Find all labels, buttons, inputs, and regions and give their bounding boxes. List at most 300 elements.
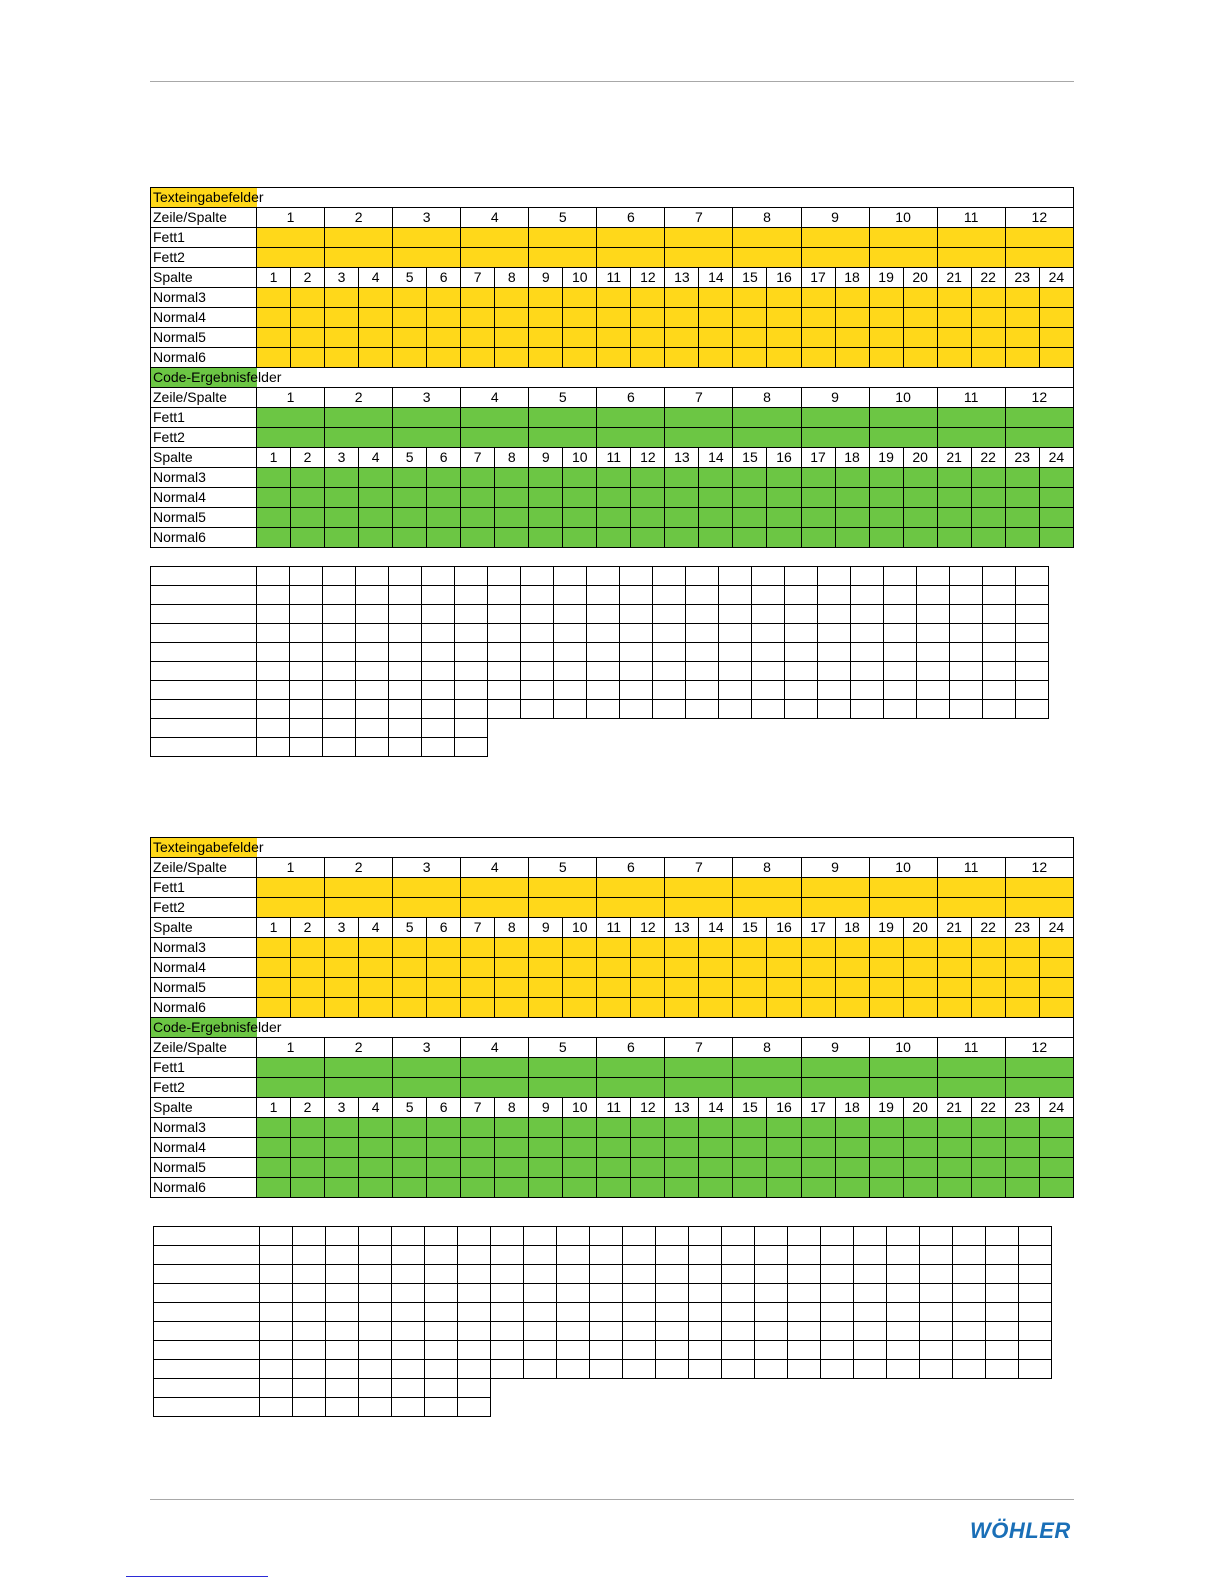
blank-spacer (554, 738, 587, 757)
text-fields-bold-cell (325, 228, 393, 248)
blank-cell (356, 643, 389, 662)
blank-cell (557, 1360, 590, 1379)
blank-grid-table-2 (153, 1226, 1052, 1417)
blank-cell (257, 605, 290, 624)
code-fields-normal-cell (937, 1118, 971, 1138)
code-fields-normal-cell (903, 488, 937, 508)
text-fields-normal-cell (325, 998, 359, 1018)
code-fields-big-col-header: 9 (801, 1038, 869, 1058)
blank-cell (392, 1341, 425, 1360)
blank-cell (884, 624, 917, 643)
text-fields-bold-cell (257, 248, 325, 268)
blank-cell (425, 1265, 458, 1284)
blank-cell (557, 1284, 590, 1303)
code-fields-normal-cell (393, 1118, 427, 1138)
text-fields-normal-cell (427, 288, 461, 308)
text-fields-normal-cell (665, 938, 699, 958)
blank-cell (983, 567, 1016, 586)
text-fields-bold-cell (257, 228, 325, 248)
blank-cell (293, 1284, 326, 1303)
blank-row (154, 1265, 1052, 1284)
text-fields-small-col-header: 16 (767, 268, 801, 288)
text-fields-big-col-header: 2 (325, 858, 393, 878)
blank-spacer (788, 1398, 821, 1417)
blank-spacer (920, 1398, 953, 1417)
code-fields-normal-cell (291, 1158, 325, 1178)
text-fields-small-col-header: 10 (563, 268, 597, 288)
code-fields-normal-cell (903, 468, 937, 488)
text-fields-normal-cell (325, 978, 359, 998)
blank-cell (986, 1303, 1019, 1322)
blank-cell (458, 1379, 491, 1398)
code-fields-row-label: Normal4 (151, 488, 257, 508)
code-fields-big-col-header: 7 (665, 388, 733, 408)
text-fields-normal-cell (733, 958, 767, 978)
text-fields-bold-cell (801, 898, 869, 918)
text-fields-normal-cell (461, 998, 495, 1018)
text-fields-normal-cell (971, 958, 1005, 978)
code-fields-bold-cell (869, 1078, 937, 1098)
blank-cell (326, 1360, 359, 1379)
blank-cell (326, 1227, 359, 1246)
blank-cell (425, 1360, 458, 1379)
blank-cell (719, 605, 752, 624)
blank-label-cell (154, 1265, 260, 1284)
code-fields-small-col-header: 24 (1039, 1098, 1073, 1118)
blank-cell (722, 1227, 755, 1246)
blank-cell (392, 1303, 425, 1322)
blank-cell (884, 567, 917, 586)
blank-cell (389, 586, 422, 605)
text-fields-bold-cell (393, 248, 461, 268)
text-fields-normal-cell (903, 938, 937, 958)
text-fields-normal-cell (631, 328, 665, 348)
code-fields-big-col-header: 3 (393, 388, 461, 408)
blank-label-cell (151, 662, 257, 681)
blank-cell (356, 681, 389, 700)
blank-cell (260, 1303, 293, 1322)
blank-spacer (524, 1398, 557, 1417)
blank-spacer (986, 1398, 1019, 1417)
text-fields-normal-cell (529, 938, 563, 958)
blank-label-cell (154, 1322, 260, 1341)
blank-cell (293, 1303, 326, 1322)
blank-cell (392, 1398, 425, 1417)
code-fields-header-row (151, 388, 1074, 408)
blank-cell (689, 1322, 722, 1341)
code-fields-normal-cell (597, 528, 631, 548)
blank-cell (425, 1341, 458, 1360)
blank-cell (323, 586, 356, 605)
text-fields-normal-cell (427, 978, 461, 998)
code-fields-normal-cell (563, 1138, 597, 1158)
blank-cell (821, 1265, 854, 1284)
code-fields-bold-cell (393, 428, 461, 448)
code-fields-normal-row (151, 1118, 1074, 1138)
code-fields-small-col-header: 11 (597, 1098, 631, 1118)
text-fields-normal-cell (495, 348, 529, 368)
code-fields-normal-cell (767, 508, 801, 528)
header-rule (150, 81, 1074, 82)
code-fields-bold-cell (461, 1078, 529, 1098)
blank-cell (788, 1284, 821, 1303)
blank-spacer (620, 719, 653, 738)
text-fields-normal-cell (733, 288, 767, 308)
code-fields-header-label: Zeile/Spalte (151, 1038, 257, 1058)
text-fields-big-col-header: 7 (665, 858, 733, 878)
blank-cell (686, 586, 719, 605)
code-fields-small-col-header: 1 (257, 1098, 291, 1118)
code-fields-normal-cell (427, 528, 461, 548)
text-fields-normal-cell (801, 998, 835, 1018)
blank-cell (917, 624, 950, 643)
footer-link-underline (126, 1576, 268, 1577)
blank-cell (887, 1322, 920, 1341)
text-fields-bold-cell (325, 248, 393, 268)
blank-spacer (689, 1379, 722, 1398)
blank-cell (455, 662, 488, 681)
text-fields-normal-cell (257, 308, 291, 328)
blank-cell (521, 567, 554, 586)
code-fields-normal-cell (495, 1158, 529, 1178)
code-fields-bold-cell (325, 1078, 393, 1098)
text-fields-bold-cell (597, 248, 665, 268)
blank-cell (359, 1265, 392, 1284)
code-fields-normal-cell (529, 468, 563, 488)
code-fields-normal-cell (359, 508, 393, 528)
code-fields-small-col-header: 5 (393, 448, 427, 468)
text-fields-bold-cell (665, 248, 733, 268)
blank-cell (1016, 567, 1049, 586)
text-fields-normal-cell (495, 328, 529, 348)
blank-cell (488, 586, 521, 605)
text-fields-normal-cell (733, 308, 767, 328)
blank-cell (524, 1322, 557, 1341)
code-fields-normal-cell (631, 1178, 665, 1198)
text-fields-bold-cell (325, 898, 393, 918)
code-fields-spalte-label: Spalte (151, 448, 257, 468)
blank-cell (1019, 1284, 1052, 1303)
code-fields-bold-cell (257, 428, 325, 448)
blank-cell (524, 1360, 557, 1379)
code-fields-normal-cell (699, 1138, 733, 1158)
blank-cell (719, 662, 752, 681)
blank-cell (689, 1303, 722, 1322)
code-fields-small-col-header: 17 (801, 448, 835, 468)
code-fields-small-col-header: 19 (869, 448, 903, 468)
code-fields-normal-cell (801, 1118, 835, 1138)
text-fields-normal-cell (699, 348, 733, 368)
blank-spacer (851, 719, 884, 738)
code-fields-normal-cell (529, 1158, 563, 1178)
text-fields-normal-cell (359, 938, 393, 958)
blank-row (154, 1303, 1052, 1322)
text-fields-normal-cell (1005, 958, 1039, 978)
blank-cell (752, 567, 785, 586)
code-fields-normal-cell (835, 468, 869, 488)
text-fields-normal-cell (393, 978, 427, 998)
blank-cell (752, 662, 785, 681)
blank-cell (854, 1265, 887, 1284)
code-fields-normal-cell (937, 488, 971, 508)
blank-cell (425, 1398, 458, 1417)
text-fields-big-col-header: 12 (1005, 858, 1073, 878)
blank-spacer (953, 1398, 986, 1417)
text-fields-normal-cell (937, 958, 971, 978)
text-fields-normal-cell (257, 958, 291, 978)
text-fields-bold-cell (393, 878, 461, 898)
blank-cell (653, 624, 686, 643)
code-fields-big-col-header: 12 (1005, 1038, 1073, 1058)
text-fields-normal-cell (461, 328, 495, 348)
blank-cell (587, 605, 620, 624)
blank-cell (260, 1246, 293, 1265)
code-fields-normal-cell (903, 1178, 937, 1198)
code-fields-spalte-label: Spalte (151, 1098, 257, 1118)
code-fields-big-col-header: 10 (869, 388, 937, 408)
text-fields-small-col-header: 16 (767, 918, 801, 938)
text-fields-normal-cell (869, 348, 903, 368)
code-fields-normal-cell (699, 1158, 733, 1178)
blank-spacer (653, 738, 686, 757)
code-fields-normal-cell (529, 488, 563, 508)
code-fields-bold-cell (257, 408, 325, 428)
code-fields-bold-cell (937, 408, 1005, 428)
text-fields-bold-cell (529, 228, 597, 248)
text-fields-small-col-header: 14 (699, 268, 733, 288)
blank-cell (422, 624, 455, 643)
blank-cell (950, 681, 983, 700)
text-fields-normal-cell (903, 958, 937, 978)
code-fields-normal-cell (835, 1158, 869, 1178)
code-fields-bold-cell (393, 1058, 461, 1078)
blank-cell (359, 1284, 392, 1303)
text-fields-small-col-header: 20 (903, 268, 937, 288)
blank-cell (455, 681, 488, 700)
text-fields-bold-cell (665, 898, 733, 918)
code-fields-normal-cell (597, 508, 631, 528)
blank-cell (656, 1341, 689, 1360)
blank-cell (323, 624, 356, 643)
text-fields-normal-cell (665, 348, 699, 368)
text-fields-normal-cell (597, 308, 631, 328)
blank-spacer (1019, 1379, 1052, 1398)
text-fields-normal-cell (767, 308, 801, 328)
blank-cell (854, 1227, 887, 1246)
blank-cell (656, 1284, 689, 1303)
blank-cell (524, 1341, 557, 1360)
code-fields-small-col-header: 9 (529, 1098, 563, 1118)
blank-cell (425, 1379, 458, 1398)
blank-cell (524, 1246, 557, 1265)
blank-cell (953, 1284, 986, 1303)
blank-cell (851, 643, 884, 662)
blank-spacer (953, 1379, 986, 1398)
blank-cell (920, 1303, 953, 1322)
blank-cell (788, 1303, 821, 1322)
code-fields-normal-cell (733, 468, 767, 488)
blank-cell (689, 1246, 722, 1265)
blank-cell (326, 1322, 359, 1341)
text-fields-bold-cell (529, 898, 597, 918)
blank-cell (524, 1303, 557, 1322)
blank-cell (389, 700, 422, 719)
text-fields-bold-cell (257, 898, 325, 918)
code-fields-normal-cell (563, 488, 597, 508)
code-fields-small-col-header: 8 (495, 448, 529, 468)
blank-cell (590, 1322, 623, 1341)
blank-cell (623, 1322, 656, 1341)
blank-cell (590, 1227, 623, 1246)
blank-cell (689, 1227, 722, 1246)
text-fields-title: Texteingabefelder (151, 838, 257, 858)
code-fields-normal-cell (1005, 1138, 1039, 1158)
code-fields-small-col-header: 20 (903, 1098, 937, 1118)
code-fields-small-col-header: 14 (699, 448, 733, 468)
blank-cell (257, 738, 290, 757)
blank-cell (290, 643, 323, 662)
blank-cell (389, 738, 422, 757)
code-fields-small-col-header: 2 (291, 1098, 325, 1118)
text-fields-small-col-header: 5 (393, 268, 427, 288)
code-fields-normal-cell (291, 468, 325, 488)
blank-cell (587, 586, 620, 605)
code-fields-normal-cell (767, 1158, 801, 1178)
text-fields-normal-cell (291, 328, 325, 348)
blank-cell (722, 1360, 755, 1379)
footer-rule (150, 1499, 1074, 1500)
code-fields-small-col-header: 7 (461, 1098, 495, 1118)
blank-spacer (752, 719, 785, 738)
blank-cell (983, 643, 1016, 662)
blank-spacer (656, 1398, 689, 1417)
blank-cell (821, 1284, 854, 1303)
blank-cell (953, 1265, 986, 1284)
blank-label-cell (151, 681, 257, 700)
blank-spacer (1019, 1398, 1052, 1417)
code-fields-bold-cell (325, 1058, 393, 1078)
blank-cell (326, 1246, 359, 1265)
text-fields-normal-cell (393, 308, 427, 328)
text-fields-normal-cell (529, 348, 563, 368)
code-fields-normal-cell (971, 1118, 1005, 1138)
code-fields-normal-cell (835, 528, 869, 548)
blank-cell (986, 1227, 1019, 1246)
code-fields-small-col-header: 17 (801, 1098, 835, 1118)
blank-cell (554, 605, 587, 624)
blank-row (154, 1227, 1052, 1246)
code-fields-small-col-header: 21 (937, 448, 971, 468)
text-fields-small-col-header: 17 (801, 268, 835, 288)
code-fields-small-col-header: 12 (631, 448, 665, 468)
code-fields-big-col-header: 2 (325, 388, 393, 408)
text-fields-normal-cell (937, 998, 971, 1018)
blank-cell (686, 662, 719, 681)
text-fields-big-col-header: 3 (393, 858, 461, 878)
text-fields-normal-cell (699, 998, 733, 1018)
blank-cell (359, 1227, 392, 1246)
code-fields-normal-cell (393, 508, 427, 528)
blank-cell (620, 662, 653, 681)
code-fields-normal-cell (767, 488, 801, 508)
blank-cell (587, 662, 620, 681)
text-fields-normal-cell (563, 348, 597, 368)
text-fields-title-filler (257, 188, 1074, 208)
blank-cell (455, 643, 488, 662)
text-fields-row-label: Normal3 (151, 938, 257, 958)
code-fields-small-col-header: 6 (427, 448, 461, 468)
code-fields-normal-cell (971, 528, 1005, 548)
code-fields-row-label: Normal5 (151, 508, 257, 528)
text-fields-normal-cell (1005, 328, 1039, 348)
text-fields-normal-cell (1039, 308, 1073, 328)
code-fields-normal-cell (869, 1138, 903, 1158)
text-fields-normal-cell (563, 998, 597, 1018)
text-fields-row-label: Fett1 (151, 228, 257, 248)
blank-cell (818, 662, 851, 681)
blank-row (154, 1284, 1052, 1303)
blank-cell (587, 624, 620, 643)
code-fields-normal-cell (461, 508, 495, 528)
code-fields-normal-cell (529, 528, 563, 548)
code-fields-small-col-header: 22 (971, 448, 1005, 468)
blank-cell (557, 1303, 590, 1322)
code-fields-normal-cell (767, 1178, 801, 1198)
text-fields-normal-cell (325, 328, 359, 348)
text-fields-big-col-header: 4 (461, 858, 529, 878)
code-fields-small-col-header: 4 (359, 1098, 393, 1118)
text-fields-normal-cell (495, 938, 529, 958)
code-fields-bold-cell (529, 428, 597, 448)
blank-cell (491, 1284, 524, 1303)
blank-cell (821, 1303, 854, 1322)
blank-row (151, 681, 1049, 700)
code-fields-normal-cell (393, 1138, 427, 1158)
blank-spacer (590, 1379, 623, 1398)
blank-cell (554, 700, 587, 719)
text-fields-normal-cell (1039, 348, 1073, 368)
blank-spacer (818, 719, 851, 738)
code-fields-normal-cell (869, 1178, 903, 1198)
blank-cell (653, 700, 686, 719)
code-fields-small-col-header: 18 (835, 448, 869, 468)
blank-cell (920, 1322, 953, 1341)
blank-cell (458, 1341, 491, 1360)
code-fields-bold-cell (529, 1058, 597, 1078)
text-fields-small-col-header: 17 (801, 918, 835, 938)
text-fields-normal-cell (767, 938, 801, 958)
blank-cell (290, 681, 323, 700)
blank-cell (818, 643, 851, 662)
text-fields-normal-cell (971, 978, 1005, 998)
text-fields-normal-cell (597, 348, 631, 368)
code-fields-small-col-header: 22 (971, 1098, 1005, 1118)
blank-cell (323, 605, 356, 624)
blank-cell (557, 1322, 590, 1341)
blank-cell (953, 1227, 986, 1246)
text-fields-normal-cell (937, 938, 971, 958)
text-fields-normal-cell (869, 288, 903, 308)
text-fields-normal-cell (257, 348, 291, 368)
text-fields-normal-cell (699, 328, 733, 348)
blank-cell (491, 1341, 524, 1360)
blank-cell (983, 700, 1016, 719)
text-fields-normal-cell (801, 978, 835, 998)
blank-cell (851, 605, 884, 624)
blank-cell (818, 605, 851, 624)
blank-cell (953, 1360, 986, 1379)
code-fields-normal-cell (359, 468, 393, 488)
